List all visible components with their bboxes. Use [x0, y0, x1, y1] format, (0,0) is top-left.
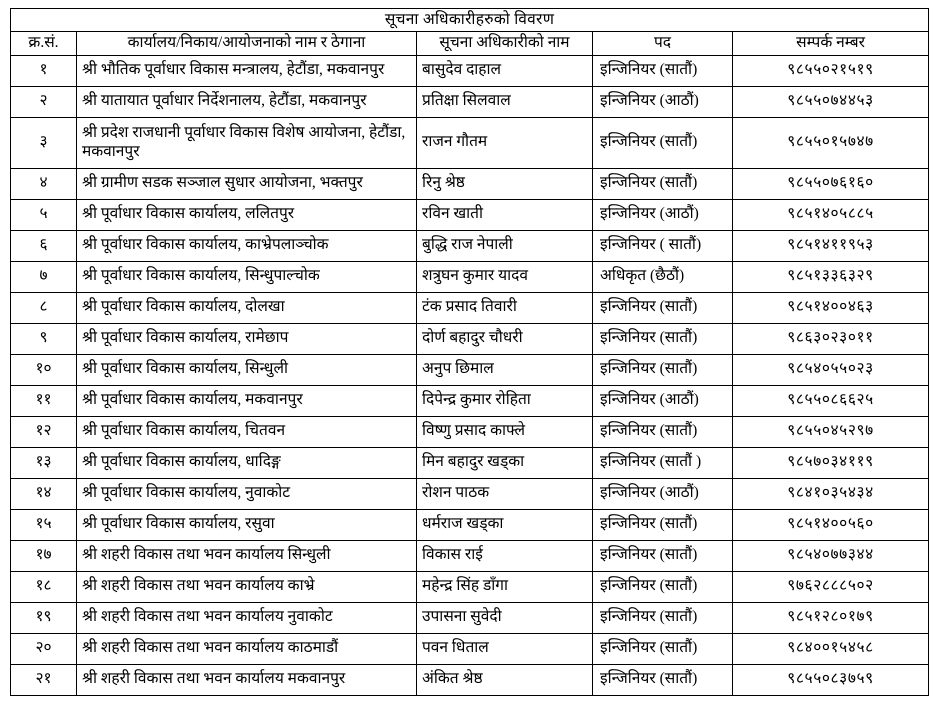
cell-contact-number: ९८५५०२१५१९ [733, 55, 929, 86]
cell-officer-name: मिन बहादुर खड्का [417, 447, 593, 478]
cell-post: इन्जिनियर (सातौं) [593, 633, 733, 664]
cell-post: इन्जिनियर (सातौं) [593, 509, 733, 540]
cell-office-name: श्री पूर्वाधार विकास कार्यालय, रसुवा [77, 509, 417, 540]
cell-post: इन्जिनियर (सातौं) [593, 117, 733, 168]
title-row [11, 9, 929, 32]
cell-contact-number: ९८५५०४५२९७ [733, 416, 929, 447]
cell-serial-number: १० [11, 354, 77, 385]
cell-post: इन्जिनियर (सातौं) [593, 571, 733, 602]
table-header [11, 9, 929, 56]
column-header-officer-name: सूचना अधिकारीको नाम [417, 32, 593, 55]
cell-office-name: श्री शहरी विकास तथा भवन कार्यालय काभ्रे [77, 571, 417, 602]
cell-serial-number: १३ [11, 447, 77, 478]
cell-post: इन्जिनियर (सातौं) [593, 323, 733, 354]
cell-officer-name: महेन्द्र सिंह डाँगा [417, 571, 593, 602]
cell-post: इन्जिनियर (सातौं) [593, 168, 733, 199]
cell-serial-number: २१ [11, 664, 77, 695]
cell-office-name: श्री भौतिक पूर्वाधार विकास मन्त्रालय, हेटौंडा, मकवानपुर [77, 55, 417, 86]
information-officers-table [10, 8, 929, 696]
cell-contact-number: ९८५१२८०१७९ [733, 602, 929, 633]
cell-officer-name: दोर्ण बहादुर चौधरी [417, 323, 593, 354]
cell-contact-number: ९८५१४००४६३ [733, 292, 929, 323]
column-header-contact: सम्पर्क नम्बर [733, 32, 929, 55]
cell-post: इन्जिनियर (आठौं) [593, 86, 733, 117]
cell-contact-number: ९८४१०३५४३४ [733, 478, 929, 509]
cell-officer-name: धर्मराज खड्का [417, 509, 593, 540]
cell-contact-number: ९७६२८८८५०२ [733, 571, 929, 602]
cell-officer-name: रोशन पाठक [417, 478, 593, 509]
cell-office-name: श्री पूर्वाधार विकास कार्यालय, मकवानपुर [77, 385, 417, 416]
cell-contact-number: ९८५१४००५६० [733, 509, 929, 540]
cell-office-name: श्री पूर्वाधार विकास कार्यालय, ललितपुर [77, 199, 417, 230]
table-row [11, 664, 929, 695]
cell-office-name: श्री पूर्वाधार विकास कार्यालय, काभ्रेपलाञ्चोक [77, 230, 417, 261]
cell-serial-number: ५ [11, 199, 77, 230]
cell-officer-name: अनुप छिमाल [417, 354, 593, 385]
cell-office-name: श्री यातायात पूर्वाधार निर्देशनालय, हेटौंडा, मकवानपुर [77, 86, 417, 117]
cell-post: इन्जिनियर (सातौं) [593, 55, 733, 86]
table-row [11, 354, 929, 385]
cell-office-name: श्री पूर्वाधार विकास कार्यालय, सिन्धुली [77, 354, 417, 385]
cell-office-name: श्री पूर्वाधार विकास कार्यालय, दोलखा [77, 292, 417, 323]
cell-serial-number: १८ [11, 571, 77, 602]
cell-post: इन्जिनियर (सातौं) [593, 540, 733, 571]
cell-post: इन्जिनियर (सातौं) [593, 354, 733, 385]
cell-serial-number: १ [11, 55, 77, 86]
table-row [11, 447, 929, 478]
table-row [11, 292, 929, 323]
cell-contact-number: ९८५५०७४४५३ [733, 86, 929, 117]
cell-serial-number: १५ [11, 509, 77, 540]
cell-contact-number: ९८५५०७६१६० [733, 168, 929, 199]
cell-serial-number: ३ [11, 117, 77, 168]
cell-contact-number: ९८५७०३४११९ [733, 447, 929, 478]
cell-serial-number: २ [11, 86, 77, 117]
cell-serial-number: ६ [11, 230, 77, 261]
column-header-row [11, 32, 929, 55]
table-row [11, 323, 929, 354]
cell-contact-number: ९८५५०१५७४७ [733, 117, 929, 168]
cell-serial-number: ४ [11, 168, 77, 199]
table-row [11, 478, 929, 509]
table-row [11, 55, 929, 86]
cell-contact-number: ९८५१४०५८८५ [733, 199, 929, 230]
cell-officer-name: अंकित श्रेष्ठ [417, 664, 593, 695]
cell-officer-name: रविन खाती [417, 199, 593, 230]
cell-office-name: श्री शहरी विकास तथा भवन कार्यालय सिन्धुली [77, 540, 417, 571]
cell-officer-name: प्रतिक्षा सिलवाल [417, 86, 593, 117]
table-row [11, 261, 929, 292]
cell-post: इन्जिनियर (सातौं) [593, 416, 733, 447]
cell-office-name: श्री शहरी विकास तथा भवन कार्यालय काठमाडौं [77, 633, 417, 664]
cell-office-name: श्री पूर्वाधार विकास कार्यालय, नुवाकोट [77, 478, 417, 509]
cell-serial-number: २० [11, 633, 77, 664]
cell-post: इन्जिनियर (सातौं) [593, 602, 733, 633]
table-row [11, 168, 929, 199]
cell-office-name: श्री पूर्वाधार विकास कार्यालय, रामेछाप [77, 323, 417, 354]
cell-office-name: श्री प्रदेश राजधानी पूर्वाधार विकास विशेष आयोजना, हेटौंडा, मकवानपुर [77, 117, 417, 168]
cell-officer-name: दिपेन्द्र कुमार रोहिता [417, 385, 593, 416]
page-title: सूचना अधिकारीहरुको विवरण [11, 9, 929, 32]
cell-office-name: श्री शहरी विकास तथा भवन कार्यालय मकवानपुर [77, 664, 417, 695]
table-row [11, 86, 929, 117]
table-row [11, 385, 929, 416]
table-row [11, 117, 929, 168]
table-row [11, 571, 929, 602]
cell-office-name: श्री पूर्वाधार विकास कार्यालय, धादिङ्ग [77, 447, 417, 478]
cell-contact-number: ९८५४०७७३४४ [733, 540, 929, 571]
cell-office-name: श्री ग्रामीण सडक सञ्जाल सुधार आयोजना, भक्तपुर [77, 168, 417, 199]
cell-post: इन्जिनियर (आठौं) [593, 199, 733, 230]
cell-post: इन्जिनियर (आठौं) [593, 385, 733, 416]
cell-serial-number: ९ [11, 323, 77, 354]
cell-office-name: श्री शहरी विकास तथा भवन कार्यालय नुवाकोट [77, 602, 417, 633]
cell-contact-number: ९८६३०२३०११ [733, 323, 929, 354]
cell-post: अधिकृत (छैठौं) [593, 261, 733, 292]
cell-serial-number: ७ [11, 261, 77, 292]
cell-officer-name: उपासना सुवेदी [417, 602, 593, 633]
cell-post: इन्जिनियर (आठौं) [593, 478, 733, 509]
cell-serial-number: १२ [11, 416, 77, 447]
cell-post: इन्जिनियर (सातौं ) [593, 447, 733, 478]
cell-post: इन्जिनियर ( सातौं) [593, 230, 733, 261]
table-row [11, 416, 929, 447]
cell-officer-name: रिनु श्रेष्ठ [417, 168, 593, 199]
table-row [11, 230, 929, 261]
table-body [11, 55, 929, 695]
cell-contact-number: ९८४००१५४५८ [733, 633, 929, 664]
cell-contact-number: ९८५४०५५०२३ [733, 354, 929, 385]
cell-serial-number: १७ [11, 540, 77, 571]
column-header-post: पद [593, 32, 733, 55]
cell-officer-name: पवन धिताल [417, 633, 593, 664]
column-header-office: कार्यालय/निकाय/आयोजनाको नाम र ठेगाना [77, 32, 417, 55]
cell-officer-name: शत्रुघन कुमार यादव [417, 261, 593, 292]
table-row [11, 199, 929, 230]
cell-contact-number: ९८५५०८३७५९ [733, 664, 929, 695]
cell-officer-name: विष्णु प्रसाद काफ्ले [417, 416, 593, 447]
table-row [11, 633, 929, 664]
cell-post: इन्जिनियर (सातौं) [593, 664, 733, 695]
table-row [11, 602, 929, 633]
cell-post: इन्जिनियर (सातौं) [593, 292, 733, 323]
cell-office-name: श्री पूर्वाधार विकास कार्यालय, सिन्धुपाल्चोक [77, 261, 417, 292]
cell-officer-name: बुद्धि राज नेपाली [417, 230, 593, 261]
cell-contact-number: ९८५५०८६६२५ [733, 385, 929, 416]
cell-officer-name: विकास राई [417, 540, 593, 571]
cell-officer-name: बासुदेव दाहाल [417, 55, 593, 86]
cell-officer-name: टंक प्रसाद तिवारी [417, 292, 593, 323]
column-header-sn: क्र.सं. [11, 32, 77, 55]
table-row [11, 540, 929, 571]
cell-serial-number: १९ [11, 602, 77, 633]
cell-office-name: श्री पूर्वाधार विकास कार्यालय, चितवन [77, 416, 417, 447]
cell-officer-name: राजन गौतम [417, 117, 593, 168]
cell-contact-number: ९८५१३३६३२९ [733, 261, 929, 292]
table-row [11, 509, 929, 540]
cell-contact-number: ९८५१४११९५३ [733, 230, 929, 261]
cell-serial-number: ११ [11, 385, 77, 416]
cell-serial-number: १४ [11, 478, 77, 509]
cell-serial-number: ८ [11, 292, 77, 323]
